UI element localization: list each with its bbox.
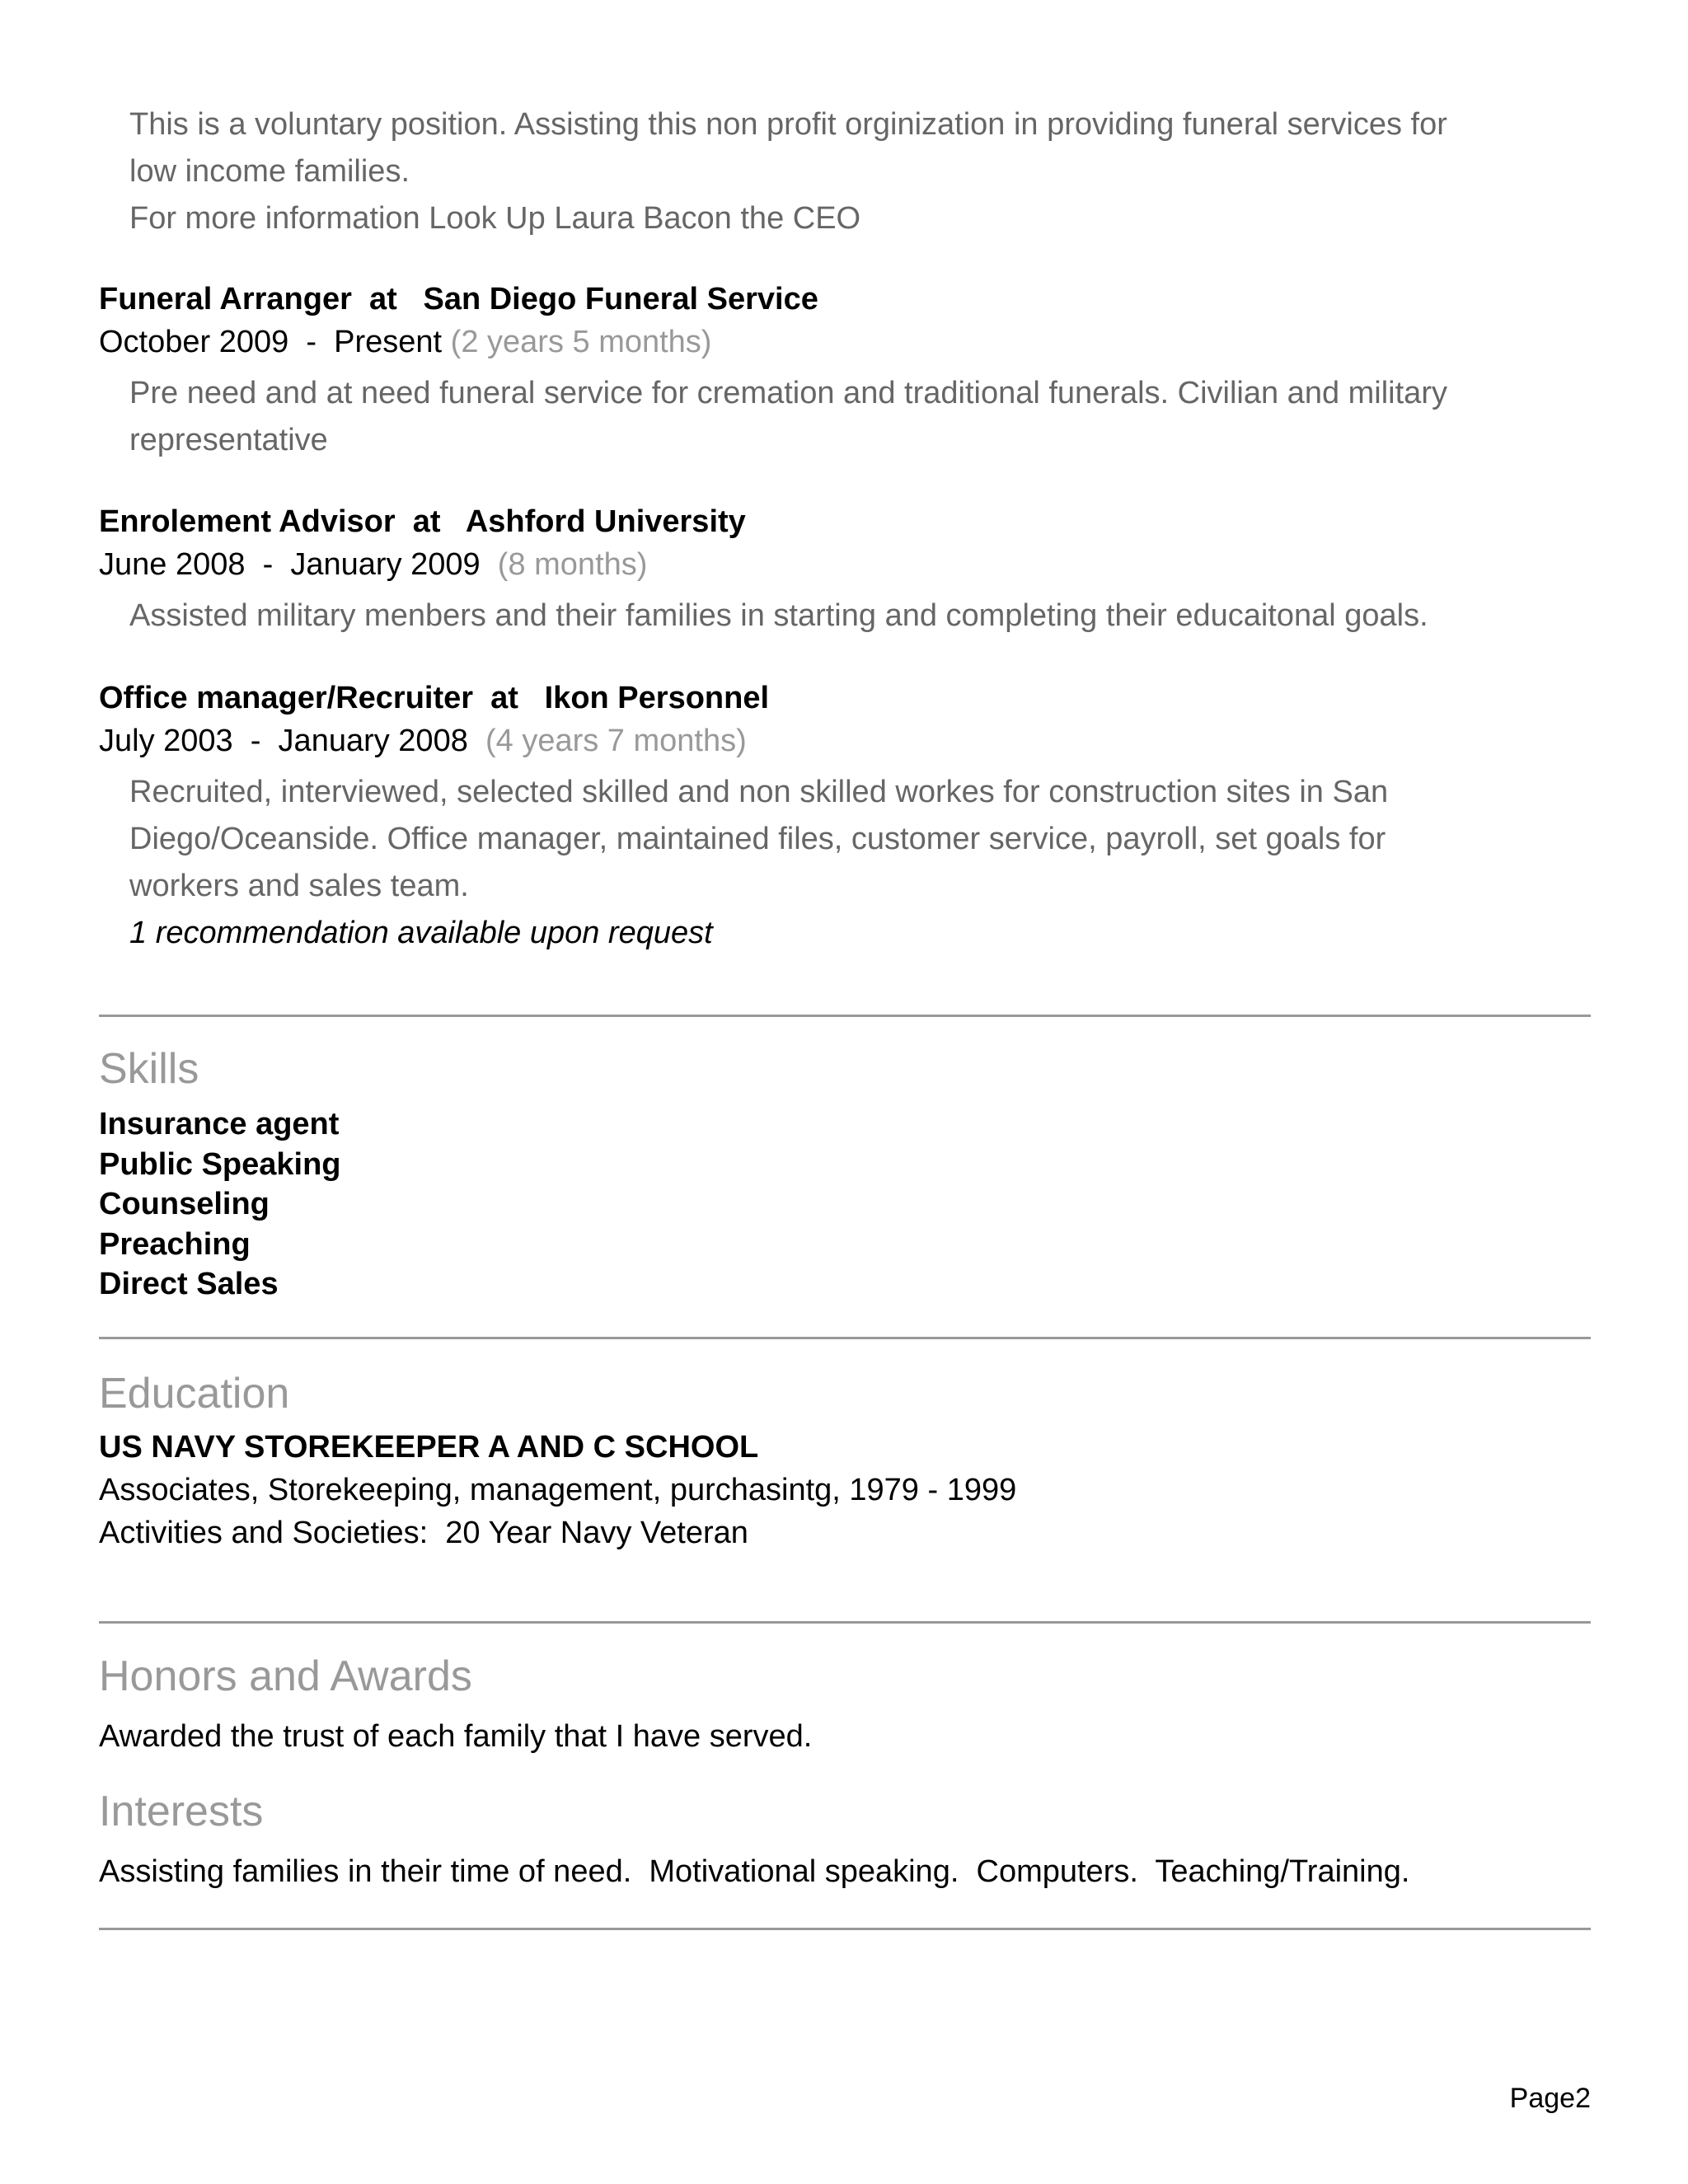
page-number: Page2: [1509, 2083, 1591, 2114]
section-divider: [99, 1621, 1591, 1624]
position-enrolement-advisor: [99, 500, 1428, 640]
position-funeral-arranger: [99, 278, 1447, 464]
section-divider: [99, 1928, 1591, 1930]
skill-item: Counseling: [99, 1187, 270, 1221]
position-date-range: October 2009 - Present: [99, 325, 443, 359]
position-date-range: July 2003 - January 2008: [99, 724, 468, 758]
skill-item: Preaching: [99, 1226, 251, 1262]
position-date-range: June 2008 - January 2009: [99, 547, 481, 582]
description-line: Pre need and at need funeral service for cremation and traditional funerals. Civilian and military: [129, 376, 1447, 410]
previous-position-description: [99, 101, 1447, 242]
recommendation-note: 1 recommendation available upon request: [129, 916, 713, 950]
education-activities: Activities and Societies: 20 Year Navy Veteran: [99, 1516, 748, 1550]
position-dates: [99, 321, 1447, 363]
description-line: This is a voluntary position. Assisting this non profit orginization in providing funeral services for: [129, 107, 1447, 142]
description-line: representative: [129, 423, 328, 457]
interests-text: Assisting families in their time of need. Motivational speaking. Computers. Teaching/Training.: [99, 1854, 1410, 1889]
description-line: workers and sales team.: [129, 869, 469, 903]
description-line: Assisted military menbers and their families in starting and completing their educaitonal goals.: [129, 598, 1428, 633]
honors-text: Awarded the trust of each family that I have served.: [99, 1719, 813, 1754]
position-title: Funeral Arranger at San Diego Funeral Service: [99, 282, 818, 316]
description-line: low income families.: [129, 154, 410, 189]
position-duration: (4 years 7 months): [485, 724, 747, 758]
position-duration: (8 months): [497, 547, 648, 582]
description-line: For more information Look Up Laura Bacon the CEO: [129, 201, 861, 236]
skills-section: [99, 1043, 341, 1305]
position-dates: [99, 543, 1428, 586]
position-office-manager: [99, 677, 1388, 957]
skill-item: Insurance agent: [99, 1107, 340, 1141]
education-school: US NAVY STOREKEEPER A AND C SCHOOL: [99, 1430, 759, 1465]
section-heading-honors: Honors and Awards: [99, 1652, 472, 1700]
description-line: Diego/Oceanside. Office manager, maintained files, customer service, payroll, set goals for: [129, 822, 1386, 856]
education-section: [99, 1368, 1016, 1554]
section-divider: [99, 1015, 1591, 1017]
position-dates: [99, 719, 1388, 762]
education-degree: Associates, Storekeeping, management, purchasintg, 1979 - 1999: [99, 1473, 1017, 1507]
honors-section: [99, 1651, 812, 1758]
description-line: Recruited, interviewed, selected skilled and non skilled workes for construction sites in San: [129, 775, 1389, 809]
position-title: Office manager/Recruiter at Ikon Personnel: [99, 681, 770, 715]
skill-item: Direct Sales: [99, 1267, 279, 1301]
section-heading-interests: Interests: [99, 1788, 264, 1835]
position-duration: (2 years 5 months): [450, 325, 712, 359]
skill-item: Public Speaking: [99, 1146, 341, 1182]
position-title: Enrolement Advisor at Ashford University: [99, 504, 746, 539]
section-heading-skills: Skills: [99, 1045, 199, 1093]
interests-section: [99, 1786, 1409, 1893]
section-divider: [99, 1337, 1591, 1339]
section-heading-education: Education: [99, 1370, 290, 1418]
